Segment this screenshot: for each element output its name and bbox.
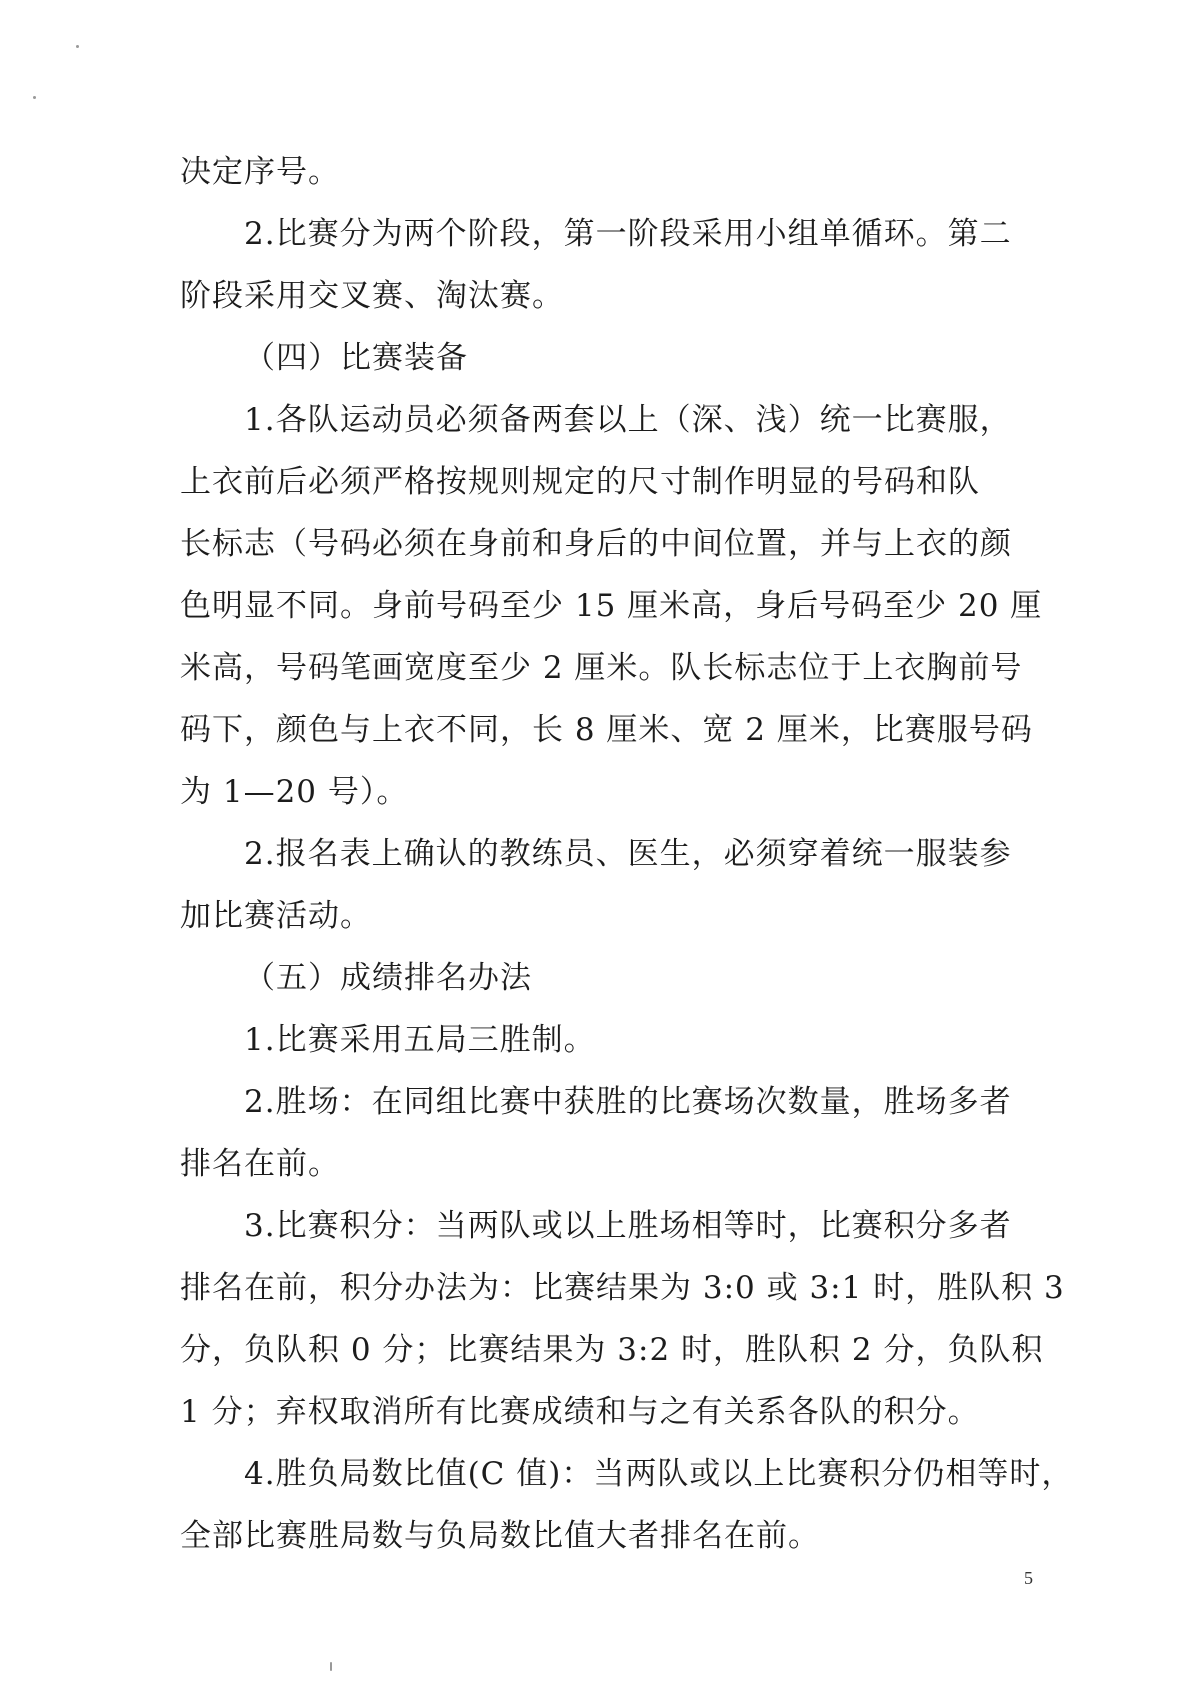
text-line: 1.比赛采用五局三胜制。 xyxy=(244,1022,596,1058)
text-line: 为 1—20 号）。 xyxy=(180,774,409,810)
text-line: 1 分；弃权取消所有比赛成绩和与之有关系各队的积分。 xyxy=(180,1394,980,1430)
text-line: 排名在前。 xyxy=(180,1146,340,1182)
text-line: 3.比赛积分：当两队或以上胜场相等时，比赛积分多者 xyxy=(244,1208,1012,1244)
text-line: （五）成绩排名办法 xyxy=(244,960,532,996)
scan-speck xyxy=(33,96,36,99)
text-line: 4.胜负局数比值(C 值)：当两队或以上比赛积分仍相等时， xyxy=(244,1456,1074,1492)
text-line: 码下，颜色与上衣不同，长 8 厘米、宽 2 厘米，比赛服号码 xyxy=(180,712,1033,748)
text-line: 1.各队运动员必须备两套以上（深、浅）统一比赛服， xyxy=(244,402,1012,438)
document-body xyxy=(180,141,1074,1567)
text-line: 色明显不同。身前号码至少 15 厘米高，身后号码至少 20 厘 xyxy=(180,588,1043,624)
text-line: 分，负队积 0 分；比赛结果为 3:2 时，胜队积 2 分，负队积 xyxy=(180,1332,1044,1368)
scan-speck xyxy=(76,45,79,48)
text-line: 排名在前，积分办法为：比赛结果为 3:0 或 3:1 时，胜队积 3 xyxy=(180,1270,1065,1306)
text-line: 2.胜场：在同组比赛中获胜的比赛场次数量，胜场多者 xyxy=(244,1084,1012,1120)
text-line: 阶段采用交叉赛、淘汰赛。 xyxy=(180,278,564,314)
text-line: 2.报名表上确认的教练员、医生，必须穿着统一服装参 xyxy=(244,836,1012,872)
text-line: 全部比赛胜局数与负局数比值大者排名在前。 xyxy=(180,1518,820,1554)
text-line: 决定序号。 xyxy=(180,154,340,190)
text-line: 上衣前后必须严格按规则规定的尺寸制作明显的号码和队 xyxy=(180,464,980,500)
page-number: 5 xyxy=(1024,1568,1033,1588)
text-line: 米高，号码笔画宽度至少 2 厘米。队长标志位于上衣胸前号 xyxy=(180,650,1023,686)
text-line: 2.比赛分为两个阶段，第一阶段采用小组单循环。第二 xyxy=(244,216,1012,252)
text-line: 长标志（号码必须在身前和身后的中间位置，并与上衣的颜 xyxy=(180,526,1012,562)
scan-speck xyxy=(330,1662,332,1671)
text-line: （四）比赛装备 xyxy=(244,340,468,376)
text-line: 加比赛活动。 xyxy=(180,898,372,934)
